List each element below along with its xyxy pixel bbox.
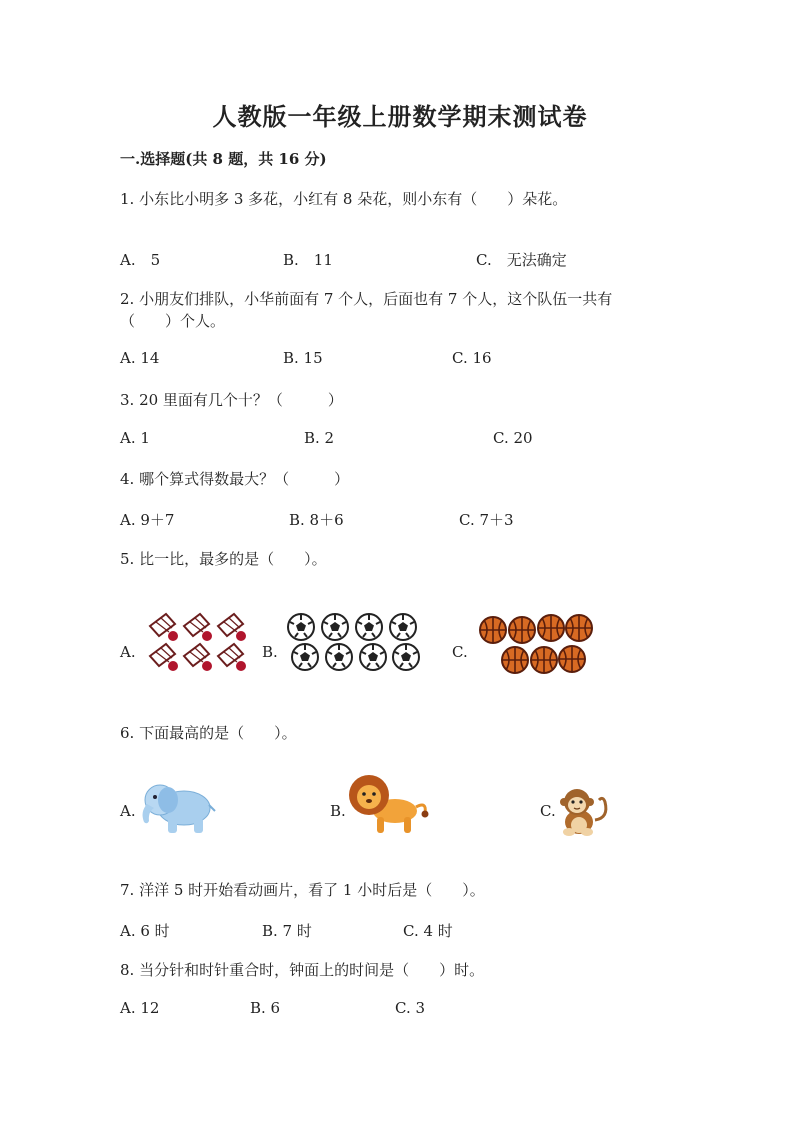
basketball-icon bbox=[531, 647, 557, 673]
q3-option-c[interactable]: C. 20 bbox=[493, 429, 533, 447]
question-8: 8. 当分针和时针重合时，钟面上的时间是（ ）时。 bbox=[120, 961, 485, 979]
q8-option-a[interactable]: A. 12 bbox=[120, 999, 160, 1017]
q4-option-c[interactable]: C. 7＋3 bbox=[459, 511, 514, 529]
shuttlecock-icon bbox=[184, 644, 212, 671]
section-heading: 一.选择题(共 8 题，共 16 分) bbox=[120, 150, 327, 168]
basketball-icon bbox=[566, 615, 592, 641]
basketball-icon bbox=[559, 646, 585, 672]
basketball-icon bbox=[480, 617, 506, 643]
lion-icon bbox=[347, 773, 429, 837]
question-3: 3. 20 里面有几个十？（ ） bbox=[120, 391, 343, 409]
shuttlecock-icon bbox=[218, 644, 246, 671]
shuttlecock-icon bbox=[218, 614, 246, 641]
q3-option-b[interactable]: B. 2 bbox=[304, 429, 335, 447]
q6-option-a[interactable]: A. bbox=[120, 802, 136, 820]
q7-option-a[interactable]: A. 6 时 bbox=[120, 922, 170, 940]
q2-option-c[interactable]: C. 16 bbox=[452, 349, 492, 367]
shuttlecock-group bbox=[145, 610, 250, 674]
question-6: 6. 下面最高的是（ ）。 bbox=[120, 724, 297, 742]
q6-option-b[interactable]: B. bbox=[330, 802, 346, 820]
elephant-icon bbox=[138, 778, 218, 836]
question-1: 1. 小东比小明多 3 多花，小红有 8 朵花，则小东有（ ）朵花。 bbox=[120, 190, 568, 208]
q1-option-b[interactable]: B. 11 bbox=[283, 251, 333, 269]
q2-option-a[interactable]: A. 14 bbox=[120, 349, 160, 367]
question-7: 7. 洋洋 5 时开始看动画片，看了 1 小时后是（ ）。 bbox=[120, 881, 485, 899]
q4-option-b[interactable]: B. 8＋6 bbox=[289, 511, 344, 529]
question-4: 4. 哪个算式得数最大？（ ） bbox=[120, 470, 350, 488]
basketball-icon bbox=[502, 647, 528, 673]
question-2: 2. 小朋友们排队，小华前面有 7 个人，后面也有 7 个人，这个队伍一共有 bbox=[120, 290, 613, 308]
q5-option-a[interactable]: A. bbox=[120, 643, 136, 661]
basketball-icon bbox=[538, 615, 564, 641]
q8-option-b[interactable]: B. 6 bbox=[250, 999, 281, 1017]
q7-option-b[interactable]: B. 7 时 bbox=[262, 922, 312, 940]
q5-option-b[interactable]: B. bbox=[262, 643, 278, 661]
shuttlecock-icon bbox=[150, 614, 178, 641]
q7-option-c[interactable]: C. 4 时 bbox=[403, 922, 453, 940]
q1-option-a[interactable]: A. 5 bbox=[120, 251, 161, 269]
basketball-icon bbox=[509, 617, 535, 643]
q2-option-b[interactable]: B. 15 bbox=[283, 349, 323, 367]
soccer-ball-icon bbox=[292, 644, 318, 670]
q8-option-c[interactable]: C. 3 bbox=[395, 999, 426, 1017]
soccer-ball-icon bbox=[393, 644, 419, 670]
q1-option-c[interactable]: C. 无法确定 bbox=[476, 251, 567, 269]
soccer-ball-icon bbox=[288, 614, 314, 640]
basketball-group bbox=[478, 612, 594, 676]
soccer-ball-icon bbox=[390, 614, 416, 640]
page-title: 人教版一年级上册数学期末测试卷 bbox=[212, 102, 588, 131]
soccer-ball-icon bbox=[356, 614, 382, 640]
soccer-ball-icon bbox=[360, 644, 386, 670]
question-2-continued: （ ）个人。 bbox=[120, 312, 226, 330]
q6-option-c[interactable]: C. bbox=[540, 802, 556, 820]
soccer-ball-icon bbox=[322, 614, 348, 640]
q3-option-a[interactable]: A. 1 bbox=[120, 429, 150, 447]
shuttlecock-icon bbox=[150, 644, 178, 671]
soccer-ball-icon bbox=[326, 644, 352, 670]
monkey-icon bbox=[555, 786, 611, 838]
q5-option-c[interactable]: C. bbox=[452, 643, 468, 661]
q4-option-a[interactable]: A. 9＋7 bbox=[120, 511, 175, 529]
soccer-ball-group bbox=[285, 611, 423, 673]
shuttlecock-icon bbox=[184, 614, 212, 641]
question-5: 5. 比一比，最多的是（ ）。 bbox=[120, 550, 327, 568]
